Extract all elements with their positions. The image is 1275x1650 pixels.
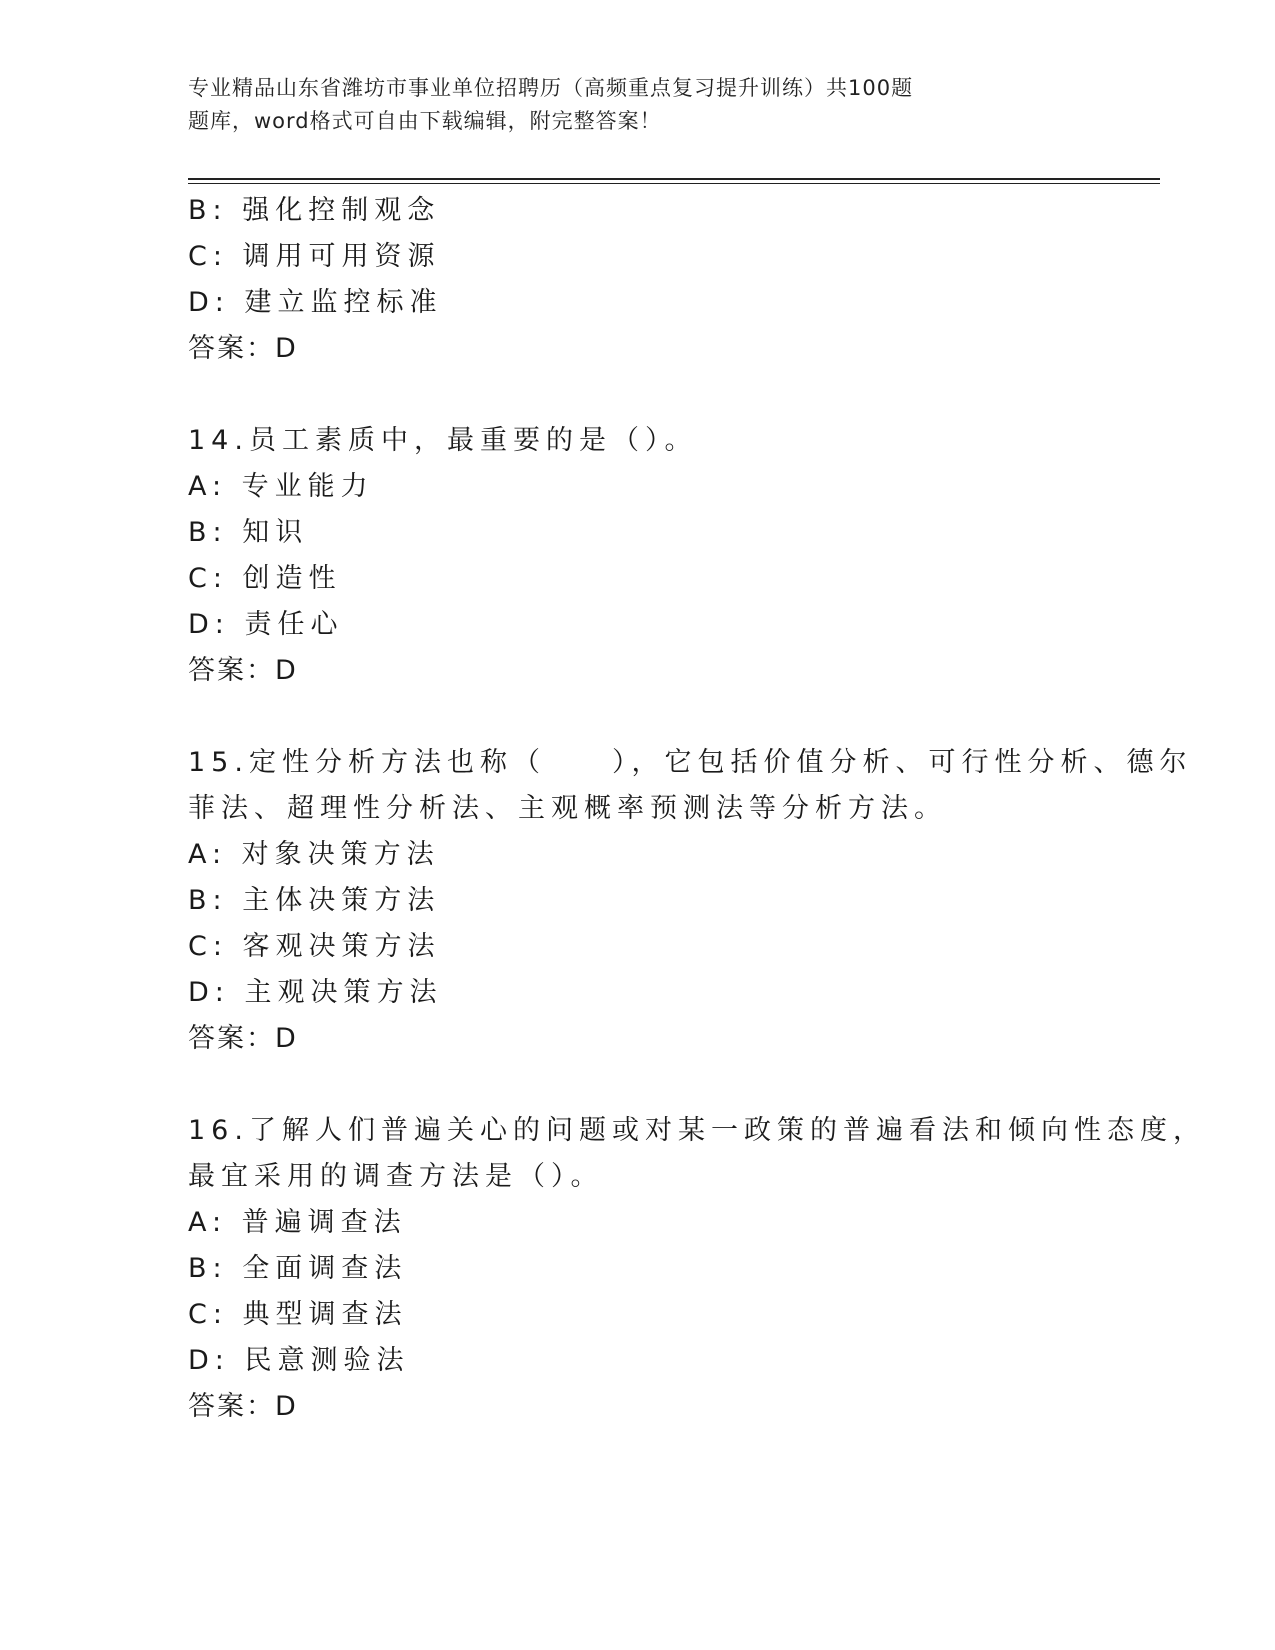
option-c: C: 客观决策方法: [188, 931, 441, 962]
option-a: A: 对象决策方法: [188, 839, 440, 870]
header-title-line-1: 专业精品山东省潍坊市事业单位招聘历（高频重点复习提升训练）共100题: [188, 76, 914, 100]
option-d: D: 民意测验法: [188, 1345, 410, 1376]
option-b: B: 全面调查法: [188, 1253, 408, 1284]
answer-line: 答案：D: [188, 333, 298, 364]
question-stem-line-2: 菲法、超理性分析法、主观概率预测法等分析方法。: [188, 793, 947, 824]
option-c: C: 调用可用资源: [188, 241, 441, 272]
option-c: C: 典型调查法: [188, 1299, 408, 1330]
answer-line: 答案：D: [188, 655, 298, 686]
option-d: D: 责任心: [188, 609, 344, 640]
header-divider-thick: [188, 178, 1160, 180]
question-15: [188, 740, 1193, 1062]
option-b: B: 知识: [188, 517, 309, 548]
document-header: [188, 72, 1048, 138]
option-a: A: 专业能力: [188, 471, 374, 502]
spacer: [188, 694, 1088, 740]
spacer: [188, 372, 1088, 418]
question-stem-line-1: 15.定性分析方法也称（ ），它包括价值分析、可行性分析、德尔: [188, 747, 1193, 778]
question-stem-line-1: 16.了解人们普遍关心的问题或对某一政策的普遍看法和倾向性态度，: [188, 1115, 1206, 1146]
answer-line: 答案：D: [188, 1391, 298, 1422]
question-13-continued: [188, 188, 1088, 372]
option-b: B: 强化控制观念: [188, 195, 441, 226]
option-c: C: 创造性: [188, 563, 342, 594]
question-stem: 14.员工素质中，最重要的是（）。: [188, 425, 698, 456]
option-b: B: 主体决策方法: [188, 885, 441, 916]
question-stem-line-2: 最宜采用的调查方法是（）。: [188, 1161, 604, 1192]
header-title-line-2: 题库，word格式可自由下载编辑，附完整答案！: [188, 109, 662, 133]
question-list: [188, 188, 1206, 1430]
question-16: [188, 1108, 1206, 1430]
header-divider-thin: [188, 183, 1160, 184]
spacer: [188, 1062, 1088, 1108]
option-d: D: 主观决策方法: [188, 977, 443, 1008]
option-a: A: 普遍调查法: [188, 1207, 407, 1238]
option-d: D: 建立监控标准: [188, 287, 443, 318]
question-14: [188, 418, 1088, 694]
answer-line: 答案：D: [188, 1023, 298, 1054]
